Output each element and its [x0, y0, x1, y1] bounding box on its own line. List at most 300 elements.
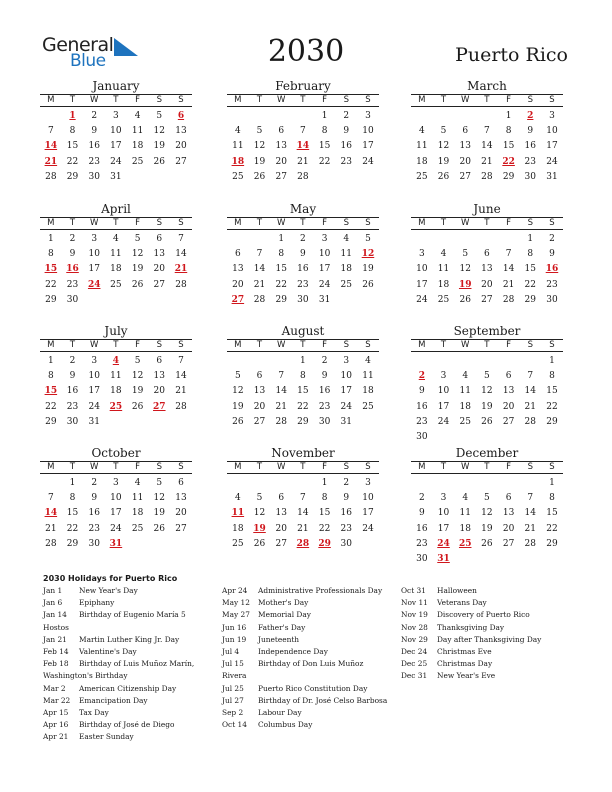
day-cell: 26 [253, 171, 266, 182]
week-row [411, 415, 563, 430]
day-cell: 29 [297, 416, 309, 427]
day-cell [454, 232, 476, 247]
day-cell [127, 170, 149, 185]
weeks [411, 109, 563, 185]
day-cell: 20 [459, 156, 471, 167]
day-cell [249, 232, 271, 247]
day-cell: 24 [362, 523, 374, 534]
day-cell: 11 [416, 141, 428, 152]
weekday-label: T [484, 218, 490, 228]
logo-text-general: General [42, 34, 114, 56]
weekday-label: W [277, 462, 286, 472]
holiday-date: Jul 4 [222, 647, 240, 657]
holiday-name: Mother's Day [258, 598, 309, 608]
day-cell: 15 [546, 386, 558, 397]
day-cell: 7 [47, 493, 54, 504]
day-cell: 18 [340, 264, 352, 275]
day-cell: 17 [437, 523, 450, 534]
day-cell [433, 476, 455, 491]
weekday-label: S [527, 218, 533, 228]
weekday-label: T [300, 218, 306, 228]
day-cell: 2 [321, 356, 328, 366]
day-cell: 22 [45, 279, 57, 290]
holiday-day-cell: 16 [545, 264, 559, 275]
day-cell: 11 [437, 264, 450, 275]
day-cell: 6 [256, 371, 263, 382]
day-cell: 14 [275, 386, 287, 397]
day-cell: 16 [318, 386, 331, 397]
day-cell: 7 [300, 493, 306, 504]
day-cell: 7 [47, 126, 54, 137]
weekday-label: F [322, 340, 328, 350]
day-cell: 17 [110, 508, 122, 519]
day-cell: 27 [481, 294, 493, 305]
day-cell: 25 [232, 171, 244, 182]
day-cell: 10 [340, 371, 352, 382]
month-name: April [101, 202, 131, 216]
day-cell: 18 [362, 386, 374, 397]
day-cell: 20 [481, 279, 493, 290]
day-cell: 5 [156, 478, 163, 488]
holiday-name: Tax Day [79, 708, 109, 718]
weekday-header [40, 461, 192, 474]
day-cell: 1 [47, 356, 54, 366]
holiday-date: Sep 2 [222, 708, 244, 718]
holiday-date: Oct 31 [401, 586, 426, 595]
day-cell: 9 [418, 508, 425, 519]
day-cell: 28 [175, 279, 187, 290]
day-cell: 8 [321, 493, 328, 504]
day-cell: 10 [416, 264, 428, 275]
day-cell: 7 [178, 234, 184, 244]
holiday-date: Jan 21 [43, 634, 67, 644]
day-cell: 28 [524, 538, 536, 549]
day-cell: 26 [253, 538, 266, 549]
weekday-label: S [178, 95, 184, 105]
day-cell [292, 109, 314, 124]
day-cell: 11 [110, 249, 122, 260]
day-cell: 27 [175, 156, 187, 167]
day-cell: 20 [253, 401, 266, 412]
holiday-day-cell: 24 [437, 538, 450, 549]
day-cell: 26 [481, 416, 493, 427]
day-cell: 24 [340, 401, 352, 412]
weekday-header [411, 217, 563, 230]
day-cell: 22 [275, 279, 287, 290]
day-cell: 25 [459, 416, 471, 427]
day-cell [498, 430, 520, 445]
day-cell: 10 [546, 126, 558, 137]
week-row [411, 506, 563, 521]
holiday-date: Jan 14 [43, 610, 67, 620]
holiday-name: Birthday of José de Diego [79, 720, 175, 730]
day-cell: 6 [278, 126, 285, 137]
day-cell: 10 [110, 493, 122, 504]
holiday-name: Birthday of Dr. José Celso Barbosa [258, 695, 388, 705]
week-row [227, 354, 379, 369]
day-cell: 18 [110, 386, 122, 397]
weekday-label: S [156, 340, 162, 350]
day-cell: 22 [318, 523, 331, 534]
day-cell: 28 [275, 416, 287, 427]
day-cell: 6 [505, 371, 512, 382]
day-cell: 24 [546, 156, 558, 167]
holiday-item [222, 719, 387, 731]
holiday-item [222, 597, 387, 609]
day-cell [170, 415, 192, 430]
week-row [227, 124, 379, 139]
day-cell: 6 [156, 356, 163, 366]
week-row [411, 552, 563, 567]
day-cell: 2 [549, 234, 555, 244]
weekday-label: S [343, 462, 349, 472]
holiday-name: Independence Day [258, 647, 328, 657]
day-cell: 6 [234, 249, 241, 260]
holiday-name: American Citizenship Day [79, 683, 177, 693]
month-name: September [453, 324, 521, 338]
day-cell: 11 [232, 141, 244, 152]
week-row [411, 400, 563, 415]
day-cell: 21 [297, 523, 309, 534]
day-cell [148, 293, 170, 308]
day-cell: 30 [88, 171, 100, 182]
holiday-item [222, 609, 387, 621]
day-cell [541, 552, 563, 567]
holiday-item [43, 707, 194, 719]
weeks [411, 476, 563, 567]
day-cell [170, 537, 192, 552]
day-cell: 28 [524, 416, 536, 427]
weekday-header [40, 217, 192, 230]
day-cell: 9 [418, 386, 425, 397]
weekday-label: T [256, 462, 263, 472]
month-august [227, 324, 379, 444]
day-cell: 11 [362, 371, 374, 382]
day-cell: 21 [524, 523, 536, 534]
holiday-item [222, 622, 387, 634]
day-cell [541, 430, 563, 445]
day-cell: 6 [178, 478, 184, 488]
day-cell [519, 354, 541, 369]
weekday-label: T [300, 462, 306, 472]
week-row [40, 522, 192, 537]
day-cell: 1 [300, 356, 306, 366]
day-cell [83, 293, 105, 308]
day-cell: 1 [47, 234, 54, 244]
day-cell: 27 [502, 538, 515, 549]
logo-text-blue: Blue [70, 51, 106, 71]
weekday-label: S [156, 95, 162, 105]
day-cell: 22 [524, 279, 536, 290]
holiday-date: Dec 31 [401, 671, 428, 681]
day-cell: 22 [66, 523, 79, 534]
week-row [411, 369, 563, 384]
week-row [40, 109, 192, 124]
day-cell: 3 [365, 111, 371, 121]
holiday-item [222, 646, 387, 658]
weekday-header [411, 94, 563, 107]
month-october [40, 446, 192, 566]
weekday-label: T [256, 218, 263, 228]
week-row [227, 369, 379, 384]
day-cell: 9 [343, 126, 350, 137]
week-row [411, 155, 563, 170]
day-cell: 19 [131, 386, 144, 397]
week-row [40, 354, 192, 369]
day-cell [40, 476, 62, 491]
holiday-day-cell: 19 [253, 523, 266, 534]
weekday-label: S [178, 218, 184, 228]
week-row [40, 278, 192, 293]
day-cell [357, 293, 379, 308]
day-cell: 17 [88, 264, 100, 275]
week-row [40, 400, 192, 415]
day-cell: 5 [462, 249, 469, 260]
day-cell: 19 [131, 264, 144, 275]
holiday-item [222, 707, 387, 719]
holiday-item [401, 658, 541, 670]
weekday-label: F [506, 95, 512, 105]
day-cell: 29 [546, 416, 558, 427]
weekday-label: F [322, 95, 328, 105]
weekday-label: T [113, 95, 119, 105]
day-cell: 18 [437, 279, 450, 290]
week-row [227, 278, 379, 293]
day-cell: 5 [134, 234, 141, 244]
week-row [40, 384, 192, 399]
day-cell: 24 [362, 156, 374, 167]
weekday-label: W [277, 218, 286, 228]
day-cell [476, 109, 498, 124]
holiday-day-cell: 4 [112, 356, 120, 366]
day-cell: 28 [297, 171, 309, 182]
day-cell: 24 [88, 401, 100, 412]
day-cell: 8 [300, 371, 306, 382]
weeks [227, 109, 379, 185]
week-row [227, 293, 379, 308]
day-cell: 18 [416, 156, 428, 167]
holiday-item [43, 634, 194, 646]
day-cell [498, 354, 520, 369]
weekday-label: T [484, 340, 490, 350]
day-cell: 13 [153, 249, 165, 260]
day-cell: 15 [318, 508, 331, 519]
day-cell [476, 232, 498, 247]
day-cell: 14 [175, 249, 187, 260]
weekday-label: F [135, 340, 141, 350]
day-cell [170, 170, 192, 185]
day-cell: 9 [69, 371, 76, 382]
weekday-label: S [549, 95, 555, 105]
day-cell: 16 [524, 141, 536, 152]
holiday-date: Nov 29 [401, 634, 428, 644]
holiday-column [222, 585, 387, 731]
day-cell: 2 [343, 478, 350, 488]
week-row [227, 415, 379, 430]
day-cell [476, 476, 498, 491]
holiday-date: Jul 25 [222, 683, 244, 693]
holiday-day-cell: 14 [44, 508, 58, 519]
day-cell: 25 [131, 156, 144, 167]
holiday-date: May 12 [222, 598, 250, 608]
day-cell [454, 476, 476, 491]
holiday-list [43, 572, 583, 742]
month-july [40, 324, 192, 444]
week-row [40, 232, 192, 247]
day-cell: 10 [362, 126, 374, 137]
day-cell: 5 [484, 371, 490, 382]
weekday-label: M [418, 218, 426, 228]
day-cell: 6 [278, 493, 285, 504]
day-cell: 25 [340, 279, 352, 290]
day-cell: 13 [175, 493, 187, 504]
holiday-day-cell: 12 [361, 249, 375, 260]
month-name: June [473, 202, 501, 216]
holiday-day-cell: 29 [318, 538, 331, 549]
holiday-day-cell: 19 [458, 279, 472, 290]
weekday-header [411, 339, 563, 352]
day-cell [148, 537, 170, 552]
holiday-name: Veterans Day [437, 598, 487, 608]
day-cell: 21 [481, 156, 493, 167]
day-cell [498, 476, 520, 491]
holiday-item [401, 622, 541, 634]
day-cell [433, 430, 455, 445]
day-cell: 6 [484, 249, 490, 260]
day-cell: 13 [275, 141, 287, 152]
holiday-date: May 27 [222, 610, 250, 620]
day-cell: 22 [318, 156, 331, 167]
day-cell: 7 [300, 126, 306, 137]
day-cell [411, 109, 433, 124]
week-row [227, 262, 379, 277]
month-name: November [271, 446, 335, 460]
holiday-item [43, 609, 194, 621]
holiday-name: Valentine's Day [79, 647, 137, 657]
day-cell [127, 293, 149, 308]
day-cell: 4 [418, 126, 425, 137]
day-cell: 23 [340, 523, 352, 534]
day-cell: 8 [549, 371, 555, 382]
weeks [40, 354, 192, 430]
weekday-label: F [506, 462, 512, 472]
day-cell: 23 [297, 279, 309, 290]
week-row [40, 262, 192, 277]
day-cell: 25 [362, 401, 374, 412]
holiday-item [222, 634, 387, 646]
day-cell: 16 [297, 264, 309, 275]
week-row [411, 247, 563, 262]
holiday-date: Oct 14 [222, 720, 247, 730]
day-cell: 25 [416, 171, 428, 182]
day-cell: 28 [45, 171, 57, 182]
day-cell: 17 [110, 141, 122, 152]
day-cell: 2 [69, 234, 76, 244]
day-cell: 29 [546, 538, 558, 549]
week-row [411, 476, 563, 491]
day-cell: 24 [437, 416, 450, 427]
weekday-label: F [135, 462, 141, 472]
day-cell: 12 [131, 249, 144, 260]
week-row [227, 491, 379, 506]
day-cell: 25 [437, 294, 450, 305]
weekday-label: M [234, 95, 242, 105]
day-cell: 27 [502, 416, 515, 427]
weeks [411, 354, 563, 445]
day-cell: 17 [546, 141, 558, 152]
day-cell: 30 [66, 294, 79, 305]
holiday-day-cell: 25 [458, 538, 472, 549]
weekday-label: M [234, 340, 242, 350]
weekday-label: M [234, 218, 242, 228]
holiday-item [222, 658, 387, 670]
holiday-date: Apr 21 [43, 732, 69, 742]
day-cell: 23 [88, 523, 100, 534]
day-cell [127, 537, 149, 552]
month-name: December [455, 446, 519, 460]
day-cell [270, 476, 292, 491]
day-cell: 10 [362, 493, 374, 504]
day-cell: 10 [110, 126, 122, 137]
weekday-label: F [506, 218, 512, 228]
holiday-day-cell: 27 [231, 294, 245, 305]
day-cell: 31 [318, 294, 331, 305]
weekday-header [227, 217, 379, 230]
day-cell: 20 [153, 264, 165, 275]
day-cell: 12 [232, 386, 244, 397]
day-cell: 5 [134, 356, 141, 366]
day-cell: 3 [440, 371, 447, 382]
day-cell: 18 [131, 508, 144, 519]
weekday-label: M [418, 462, 426, 472]
holiday-item [401, 609, 541, 621]
weeks [411, 232, 563, 308]
day-cell: 20 [275, 156, 287, 167]
holiday-item [43, 597, 194, 609]
weekday-label: S [549, 218, 555, 228]
day-cell: 23 [416, 416, 428, 427]
holiday-name: Father's Day [258, 622, 306, 632]
holiday-name: Washington's Birthday [43, 671, 128, 681]
holiday-item [401, 646, 541, 658]
holiday-date: Dec 24 [401, 647, 428, 657]
holiday-item [401, 597, 541, 609]
day-cell [454, 354, 476, 369]
week-row [40, 491, 192, 506]
week-row [40, 124, 192, 139]
holiday-name: Birthday of Eugenio María 5 [79, 610, 186, 620]
week-row [411, 522, 563, 537]
day-cell: 15 [546, 508, 558, 519]
day-cell: 12 [481, 386, 493, 397]
month-name: July [104, 324, 128, 338]
day-cell: 17 [318, 264, 331, 275]
holiday-column [43, 585, 194, 744]
holiday-date: Jul 27 [222, 695, 244, 705]
holiday-item [43, 585, 194, 597]
holiday-date: Apr 24 [222, 586, 248, 595]
holiday-day-cell: 16 [66, 264, 79, 275]
week-row [411, 124, 563, 139]
day-cell: 15 [66, 141, 79, 152]
day-cell: 28 [45, 538, 57, 549]
day-cell: 29 [45, 416, 57, 427]
holiday-item [43, 719, 194, 731]
day-cell: 11 [131, 493, 144, 504]
day-cell: 9 [91, 126, 98, 137]
week-row [411, 354, 563, 369]
month-name: March [467, 79, 507, 93]
